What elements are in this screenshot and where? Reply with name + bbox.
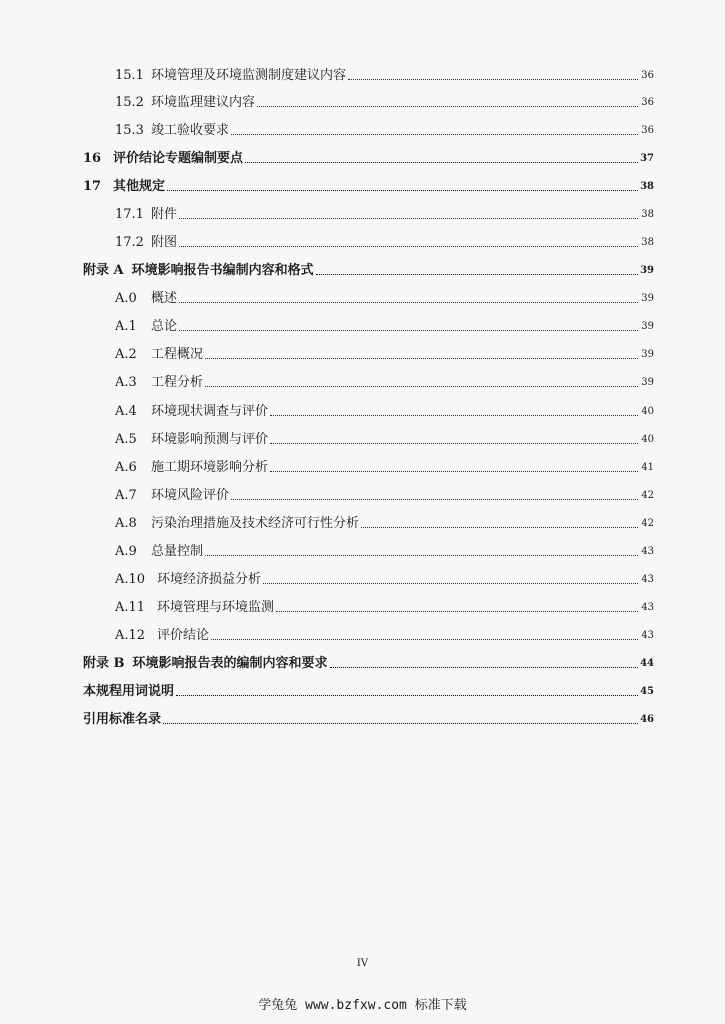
toc-entry-number: A.0 xyxy=(115,291,137,306)
toc-entry[interactable] xyxy=(115,400,654,420)
toc-entry-title: 竣工验收要求 xyxy=(151,123,230,138)
toc-entry-number: A.1 xyxy=(115,319,137,334)
toc-entry-page: 43 xyxy=(641,630,654,641)
toc-entry-title: 环境影响报告表的编制内容和要求 xyxy=(132,656,328,671)
toc-entry[interactable] xyxy=(115,343,654,363)
toc-entry[interactable] xyxy=(83,175,654,195)
toc-entry[interactable] xyxy=(115,428,654,448)
toc-entry-number: 16 xyxy=(83,151,102,166)
toc-entry-title: 工程概况 xyxy=(151,347,204,362)
dot-leader xyxy=(231,133,638,135)
toc-entry[interactable] xyxy=(115,91,654,111)
toc-entry[interactable] xyxy=(115,287,654,307)
dot-leader xyxy=(211,638,638,640)
dot-leader xyxy=(257,105,638,107)
toc-entry-page: 43 xyxy=(641,546,654,557)
toc-entry-title: 环境现状调查与评价 xyxy=(151,404,269,419)
toc-entry-page: 39 xyxy=(641,321,654,332)
watermark-text: 学兔兔 www.bzfxw.com 标准下载 xyxy=(258,998,467,1013)
toc-entry[interactable] xyxy=(115,596,654,616)
toc-entry-number: 17.1 xyxy=(115,207,144,222)
toc-entry-title: 环境风险评价 xyxy=(151,488,230,503)
toc-entry[interactable] xyxy=(115,512,654,532)
dot-leader xyxy=(179,245,638,247)
toc-entry-title: 环境管理与环境监测 xyxy=(157,600,275,615)
toc-entry-page: 43 xyxy=(641,602,654,613)
toc-entry[interactable] xyxy=(115,371,654,391)
toc-entry-number: A.10 xyxy=(115,572,146,587)
toc-entry[interactable] xyxy=(115,484,654,504)
dot-leader xyxy=(263,582,638,584)
dot-leader xyxy=(163,722,638,724)
toc-entry-title: 环境影响报告书编制内容和格式 xyxy=(131,263,314,278)
toc-entry-page: 39 xyxy=(641,293,654,304)
toc-entry-number: 附录 A xyxy=(83,263,124,278)
toc-entry-number: 15.2 xyxy=(115,95,144,110)
dot-leader xyxy=(205,385,638,387)
toc-entry-page: 40 xyxy=(641,434,654,445)
toc-entry[interactable] xyxy=(83,259,654,279)
toc-entry-page: 42 xyxy=(641,518,654,529)
dot-leader xyxy=(205,554,638,556)
toc-entry-number: 15.1 xyxy=(115,68,144,83)
dot-leader xyxy=(179,217,638,219)
toc-entry-number: A.11 xyxy=(115,600,146,615)
toc-entry-page: 40 xyxy=(641,406,654,417)
toc-entry-title: 污染治理措施及技术经济可行性分析 xyxy=(151,516,360,531)
toc-entry-number: A.8 xyxy=(115,516,137,531)
toc-entry-page: 45 xyxy=(640,686,654,697)
toc-entry-page: 38 xyxy=(641,209,654,220)
toc-entry[interactable] xyxy=(115,624,654,644)
toc-entry-page: 39 xyxy=(641,377,654,388)
dot-leader xyxy=(270,470,638,472)
dot-leader xyxy=(270,442,638,444)
toc-entry[interactable] xyxy=(115,315,654,335)
toc-entry[interactable] xyxy=(115,540,654,560)
toc-entry[interactable] xyxy=(115,119,654,139)
toc-entry-number: A.7 xyxy=(115,488,137,503)
dot-leader xyxy=(205,357,638,359)
dot-leader xyxy=(179,301,638,303)
toc-entry-page: 43 xyxy=(641,574,654,585)
toc-entry-number: 17 xyxy=(83,179,102,194)
toc-entry-title: 本规程用词说明 xyxy=(83,684,175,699)
toc-entry-title: 评价结论 xyxy=(157,628,210,643)
toc-entry-page: 36 xyxy=(641,97,654,108)
toc-entry-page: 36 xyxy=(641,70,654,81)
toc-entry-page: 39 xyxy=(641,349,654,360)
dot-leader xyxy=(245,161,638,163)
toc-entry-page: 38 xyxy=(640,181,654,192)
toc-entry[interactable] xyxy=(115,568,654,588)
toc-entry-title: 总论 xyxy=(151,319,178,334)
toc-entry-number: A.2 xyxy=(115,347,137,362)
toc-entry-title: 概述 xyxy=(151,291,178,306)
dot-leader xyxy=(176,694,638,696)
toc-entry[interactable] xyxy=(115,231,654,251)
toc-entry-title: 环境管理及环境监测制度建议内容 xyxy=(151,68,347,83)
toc-entry-number: 附录 B xyxy=(83,656,125,671)
toc-entry-title: 环境监理建议内容 xyxy=(151,95,256,110)
toc-entry-page: 42 xyxy=(641,490,654,501)
dot-leader xyxy=(276,610,638,612)
toc-entry-title: 引用标准名录 xyxy=(83,712,162,727)
toc-entry-page: 37 xyxy=(640,153,654,164)
toc-entry-title: 环境经济损益分析 xyxy=(157,572,262,587)
dot-leader xyxy=(361,526,638,528)
toc-entry-page: 39 xyxy=(640,265,654,276)
toc-entry-number: A.4 xyxy=(115,404,137,419)
toc-entry[interactable] xyxy=(115,64,654,84)
toc-entry-number: 17.2 xyxy=(115,235,144,250)
toc-entry-page: 41 xyxy=(641,462,654,473)
toc-entry-title: 其他规定 xyxy=(113,179,166,194)
toc-entry-title: 附图 xyxy=(151,235,178,250)
toc-entry-number: A.6 xyxy=(115,460,137,475)
toc-entry-page: 38 xyxy=(641,237,654,248)
toc-entry-page: 36 xyxy=(641,125,654,136)
toc-entry-number: A.5 xyxy=(115,432,137,447)
toc-entry-page: 46 xyxy=(640,714,654,725)
toc-entry-title: 评价结论专题编制要点 xyxy=(113,151,244,166)
toc-entry-number: A.12 xyxy=(115,628,146,643)
toc-entry[interactable] xyxy=(115,203,654,223)
toc-entry-title: 施工期环境影响分析 xyxy=(151,460,269,475)
toc-entry-title: 环境影响预测与评价 xyxy=(151,432,269,447)
toc-entry-title: 工程分析 xyxy=(151,375,204,390)
toc-entry[interactable] xyxy=(83,708,654,728)
dot-leader xyxy=(348,78,638,80)
page-number: IV xyxy=(356,958,369,969)
toc-entry[interactable] xyxy=(83,652,654,672)
dot-leader xyxy=(231,498,638,500)
toc-entry-page: 44 xyxy=(640,658,654,669)
toc-entry-title: 附件 xyxy=(151,207,178,222)
toc-entry-title: 总量控制 xyxy=(151,544,204,559)
toc-entry[interactable] xyxy=(83,147,654,167)
dot-leader xyxy=(179,329,638,331)
toc-entry[interactable] xyxy=(83,680,654,700)
dot-leader xyxy=(270,414,638,416)
toc-entry-number: A.9 xyxy=(115,544,137,559)
toc-entry-number: A.3 xyxy=(115,375,137,390)
dot-leader xyxy=(330,666,638,668)
toc-entry-number: 15.3 xyxy=(115,123,144,138)
toc-entry[interactable] xyxy=(115,456,654,476)
dot-leader xyxy=(316,273,638,275)
dot-leader xyxy=(167,189,638,191)
